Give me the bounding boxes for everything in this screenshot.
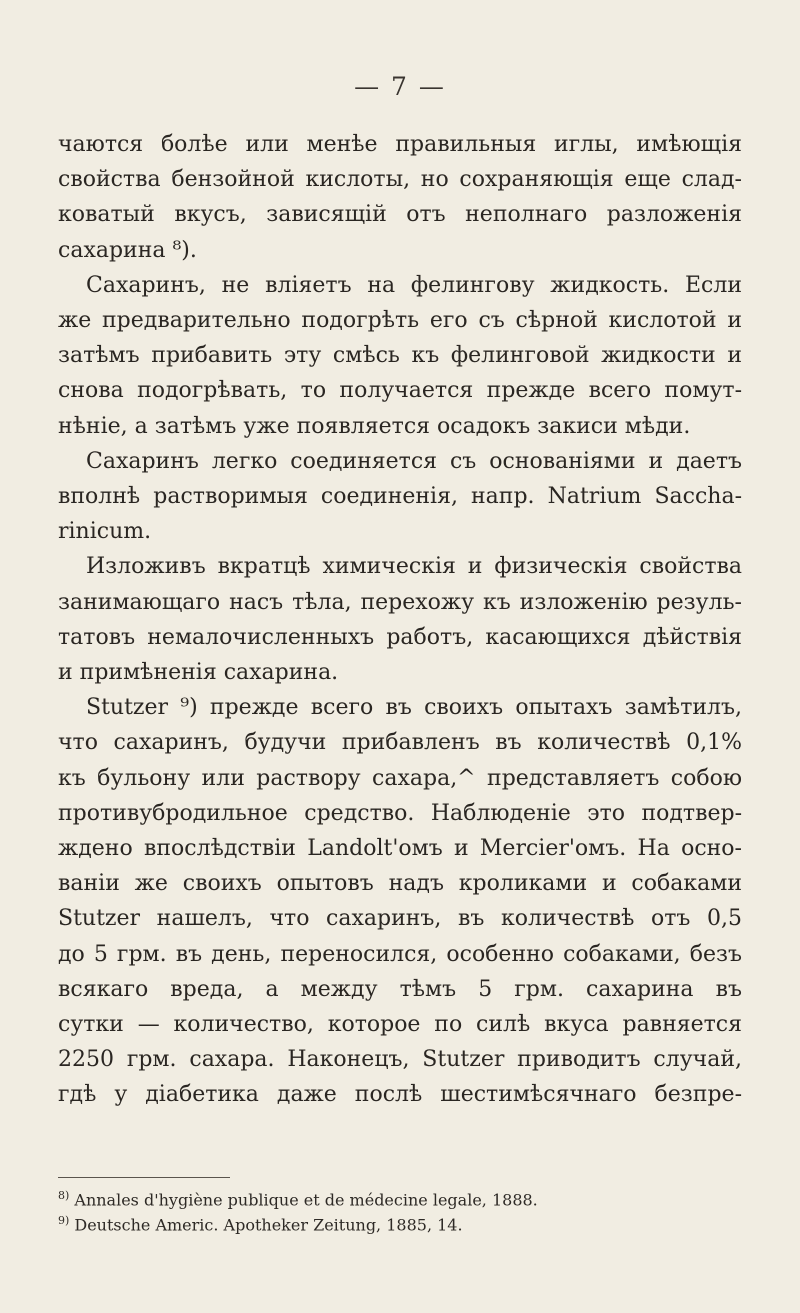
footnotes [58, 1185, 742, 1236]
text-line: ваніи же своихъ опытовъ надъ кроликами и собаками [58, 871, 742, 897]
footnote [58, 1210, 742, 1235]
text-line: Сахаринъ, не вліяетъ на фелингову жидкость. Если [86, 272, 742, 298]
text-line: затѣмъ прибавить эту смѣсь къ фелинговой жидкости и [58, 343, 742, 369]
text-line: свойства бензойной кислоты, но сохраняющія еще слад- [58, 167, 742, 193]
text-line: гдѣ у діабетика даже послѣ шестимѣсячнаго безпре- [58, 1082, 742, 1108]
text-line: до 5 грм. въ день, переносился, особенно собаками, безъ [58, 941, 742, 967]
footnote-divider [58, 1177, 230, 1178]
text-line: и примѣненія сахарина. [58, 660, 339, 686]
text-line: же предварительно подогрѣть его съ сѣрной кислотой и [58, 308, 742, 334]
body-text [58, 127, 742, 1113]
text-line: снова подогрѣвать, то получается прежде всего помут- [58, 378, 742, 404]
text-line: коватый вкусъ, зависящій отъ неполнаго разложенія [58, 202, 742, 228]
text-line: Stutzer ⁹) прежде всего въ своихъ опытахъ замѣтилъ, [86, 695, 742, 721]
text-line: вполнѣ растворимыя соединенія, напр. Natrium Saccha- [58, 484, 742, 510]
text-line: всякаго вреда, а между тѣмъ 5 грм. сахарина въ [58, 976, 742, 1002]
text-line: rinicum. [58, 519, 152, 545]
text-line: къ бульону или раствору сахара,^ представляетъ собою [58, 765, 742, 791]
text-line: сахарина ⁸). [58, 237, 197, 263]
text-line: сутки — количество, которое по силѣ вкуса равняется [58, 1012, 742, 1038]
footnote-mark: 9) [58, 1214, 70, 1228]
text-line: Изложивъ вкратцѣ химическія и физическія свойства [86, 554, 742, 580]
text-line: нѣніе, а затѣмъ уже появляется осадокъ закиси мѣди. [58, 413, 691, 439]
text-line: занимающаго насъ тѣла, перехожу къ изложенію резуль- [58, 589, 742, 615]
footnote [58, 1185, 742, 1210]
text-line: чаются болѣе или менѣе правильныя иглы, имѣющія [58, 132, 742, 157]
text-line: татовъ немалочисленныхъ работъ, касающихся дѣйствія [58, 624, 742, 650]
text-line: 2250 грм. сахара. Наконецъ, Stutzer приводитъ случай, [58, 1047, 742, 1073]
footnote-text: Annales d'hygiène publique et de médecine legale, 1888. [69, 1190, 538, 1210]
text-line: противубродильное средство. Наблюденіе это подтвер- [58, 800, 742, 826]
text-line: что сахаринъ, будучи прибавленъ въ количествѣ 0,1% [58, 730, 742, 756]
footnote-mark: 8) [58, 1189, 70, 1202]
text-line: Сахаринъ легко соединяется съ основаніями и даетъ [86, 448, 742, 474]
footnote-text: Deutsche Americ. Apotheker Zeitung, 1885, 14. [69, 1215, 463, 1235]
text-line: Stutzer нашелъ, что сахаринъ, въ количествѣ отъ 0,5 [58, 906, 742, 932]
page-number: — 7 — [354, 72, 446, 101]
text-line: ждено впослѣдствіи Landolt'омъ и Mercier'омъ. На осно- [58, 836, 742, 862]
